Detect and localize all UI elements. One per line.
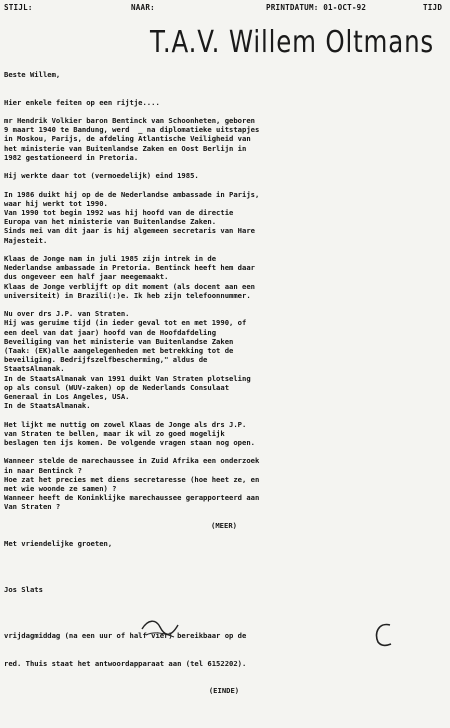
paragraph-line: Europa van het ministerie van Buitenlandse Zaken.	[4, 217, 217, 227]
letter-body	[4, 70, 444, 696]
header-tijd-label: TIJD	[423, 3, 443, 12]
handwritten-title-text: T.A.V. Willem Oltmans	[149, 25, 434, 60]
paragraph-line: Hij werkte daar tot (vermoedelijk) eind 1985.	[4, 171, 199, 181]
paragraph-line: Nu over drs J.P. van Straten.	[4, 309, 130, 319]
paragraph-line: in naar Bentinck ?	[4, 465, 82, 475]
handwritten-title	[148, 18, 438, 64]
paragraph	[4, 309, 444, 410]
paragraph-line: 9 maart 1940 te Bandung, werd _ na diplomatieke uitstapjes	[4, 125, 260, 135]
paragraph-line: waar hij werkt tot 1990.	[4, 198, 108, 208]
paragraph-line: Majesteit.	[4, 235, 48, 245]
paragraph	[4, 98, 444, 107]
einde-marker: (EINDE)	[208, 686, 240, 696]
paragraph-line: Klaas de Jonge verblijft op dit moment (als docent aan een	[4, 281, 255, 291]
salutation: Beste Willem,	[4, 70, 61, 79]
paragraph-line: dus ongeveer een half jaar meegemaakt.	[4, 272, 169, 282]
footer-line: vrijdagmiddag (na een uur of half vier) bereikbaar op de	[4, 631, 247, 641]
paragraph-line: Van 1990 tot begin 1992 was hij hoofd van de directie	[4, 207, 234, 217]
paragraph	[4, 171, 444, 180]
paragraph-line: het ministerie van Buitenlandse Zaken en Oost Berlijn in	[4, 143, 247, 153]
paragraph-line: universiteit) in Brazili(:)e. Ik heb zijn telefoonnummer.	[4, 290, 251, 300]
paragraph-line: Het lijkt me nuttig om zowel Klaas de Jonge als drs J.P.	[4, 419, 247, 429]
paragraph-line: met wie woonde ze samen) ?	[4, 484, 117, 494]
paragraph-line: Wanneer heeft de Koninklijke marechaussee gerapporteerd aan	[4, 493, 260, 503]
paragraph-line: Sinds mei van dit jaar is hij algemeen secretaris van Hare	[4, 226, 255, 236]
signature-scribble	[140, 615, 180, 643]
header-stijl-label: STIJL:	[4, 3, 33, 12]
paragraph-line: Klaas de Jonge nam in juli 1985 zijn intrek in de	[4, 253, 217, 263]
paragraphs	[4, 98, 444, 512]
paragraph-line: 1982 gestationeerd in Pretoria.	[4, 152, 139, 162]
paragraph-line: In 1986 duikt hij op de de Nederlandse ambassade in Parijs,	[4, 189, 260, 199]
paragraph-line: Generaal in Los Angeles, USA.	[4, 392, 130, 402]
paragraph	[4, 456, 444, 511]
paragraph-line: op als consul (WUV-zaken) op de Nederlands Consulaat	[4, 382, 230, 392]
paragraph-line: In de StaatsAlmanak.	[4, 401, 91, 411]
footer-line: red. Thuis staat het antwoordapparaat aan (tel 6152202).	[4, 658, 247, 668]
handwritten-c-mark	[372, 620, 394, 648]
paragraph-line: Nederlandse ambassade in Pretoria. Bentinck heeft hem daar	[4, 263, 255, 273]
paragraph-line: Hoe zat het precies met diens secretaresse (hoe heet ze, en	[4, 474, 260, 484]
paragraph-line: van Straten te bellen, maar ik wil zo goed mogelijk	[4, 428, 225, 438]
closing: Met vriendelijke groeten,	[4, 539, 113, 549]
paragraph-line: Hij was geruime tijd (in ieder geval tot en met 1990, of	[4, 318, 247, 328]
paragraph-line: beveiliging. Bedrijfszelfbescherming," aldus de	[4, 355, 208, 365]
paragraph-line: Beveiliging van het ministerie van Buitenlandse Zaken	[4, 336, 234, 346]
paragraph-line: mr Hendrik Volkier baron Bentinck van Schoonheten, geboren	[4, 115, 255, 125]
paragraph	[4, 116, 444, 162]
paragraph-line: (Taak: (EK)alle aangelegenheden met betrekking tot de	[4, 346, 234, 355]
paragraph-line: Wanneer stelde de marechaussee in Zuid Afrika een onderzoek	[4, 456, 260, 466]
paragraph	[4, 254, 444, 300]
paragraph-line: StaatsAlmanak.	[4, 364, 65, 374]
paragraph	[4, 420, 444, 448]
paragraph-line: Van Straten ?	[4, 502, 61, 512]
signature-name: Jos Slats	[4, 585, 43, 595]
meer-marker: (MEER)	[211, 520, 237, 530]
header-printdatum: PRINTDATUM: 01-OCT-92	[266, 3, 367, 12]
paragraph-line: in Moskou, Parijs, de afdeling Atlantische Veiligheid van	[4, 134, 251, 144]
paragraph-line: beslagen ten ijs komen. De volgende vragen staan nog open.	[4, 438, 255, 448]
paragraph	[4, 190, 444, 245]
paragraph-line: Hier enkele feiten op een rijtje....	[4, 97, 160, 107]
header-naar-label: NAAR:	[131, 3, 155, 12]
paragraph-line: een deel van dat jaar) hoofd van de Hoofdafdeling	[4, 327, 217, 337]
paragraph-line: In de StaatsAlmanak van 1991 duikt Van Straten plotseling	[4, 373, 251, 383]
